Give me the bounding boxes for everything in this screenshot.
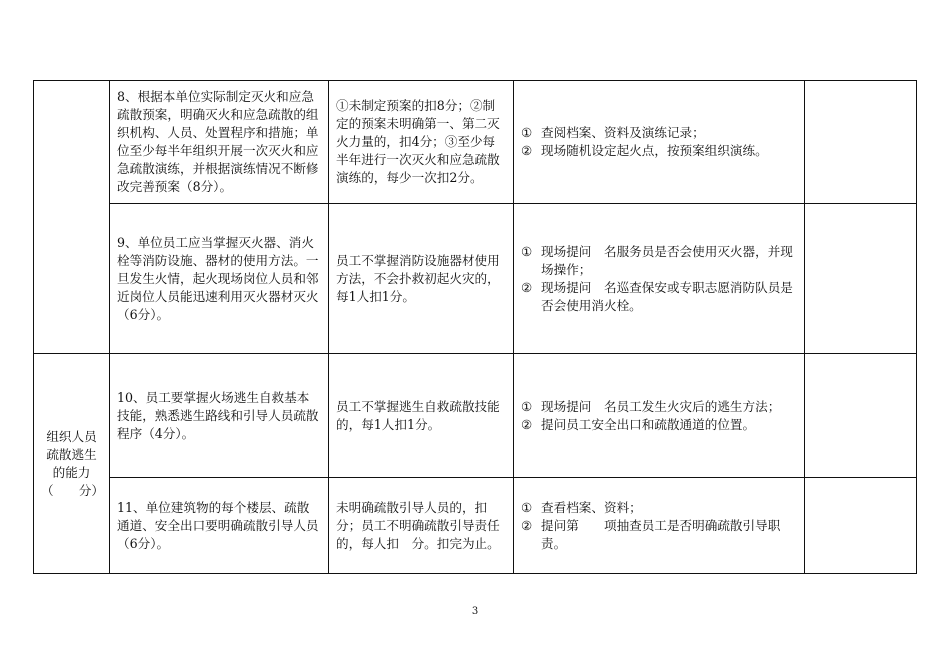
- check-text: 提问第 项抽查员工是否明确疏散引导职责。: [541, 517, 781, 551]
- list-item: [521, 124, 797, 142]
- check-mark: ①: [521, 398, 533, 414]
- check-text: 查看档案、资料；: [541, 499, 642, 515]
- category-line: 的能力: [52, 464, 91, 480]
- page-number: 3: [471, 606, 479, 617]
- category-line: 疏散逃生: [46, 446, 97, 462]
- requirement-cell: 8、根据本单位实际制定灭火和应急疏散预案，明确灭火和应急疏散的组织机构、人员、处置程序和措施；单位至少每半年组织开展一次灭火和应急疏散演练，并根据演练情况不断修改完善预案（8分）。: [110, 81, 329, 204]
- table-row: [34, 478, 917, 574]
- check-mark: ①: [521, 125, 533, 140]
- check-list: [521, 398, 797, 434]
- category-cell-2: [34, 354, 110, 574]
- check-text: 提问员工安全出口和疏散通道的位置。: [541, 416, 756, 432]
- check-text: 现场随机设定起火点，按预案组织演练。: [541, 143, 768, 158]
- table-row: [34, 204, 917, 354]
- check-list: [521, 124, 797, 160]
- list-item: [521, 416, 797, 434]
- check-method-cell: [514, 354, 805, 478]
- scoring-cell: ①未制定预案的扣8分；②制定的预案未明确第一、第二灭火力量的，扣4分；③至少每半年进行一次灭火和应急疏散演练的，每少一次扣2分。: [329, 81, 514, 204]
- score-cell: [805, 478, 917, 574]
- check-mark: ②: [521, 279, 533, 295]
- table-row: [34, 354, 917, 478]
- category-cell-1: [34, 81, 110, 354]
- requirement-cell: 11、单位建筑物的每个楼层、疏散通道、安全出口要明确疏散引导人员（6分）。: [110, 478, 329, 574]
- check-mark: ②: [521, 416, 533, 432]
- score-cell: [805, 204, 917, 354]
- list-item: [521, 499, 797, 517]
- score-cell: [805, 81, 917, 204]
- check-mark: ②: [521, 517, 533, 533]
- list-item: [521, 398, 797, 416]
- list-item: [521, 517, 797, 553]
- scoring-cell: 未明确疏散引导人员的，扣分；员工不明确疏散引导责任的，每人扣 分。扣完为止。: [329, 478, 514, 574]
- check-text: 现场提问 名员工发生火灾后的逃生方法；: [541, 398, 781, 414]
- category-line: 组织人员: [46, 428, 97, 444]
- check-list: [521, 499, 797, 553]
- check-text: 现场提问 名巡查保安或专职志愿消防队员是否会使用消火栓。: [541, 279, 793, 313]
- category-score-blank: （ 分）: [41, 482, 104, 498]
- scoring-cell: 员工不掌握消防设施器材使用方法，不会扑救初起火灾的，每1人扣1分。: [329, 204, 514, 354]
- check-method-cell: [514, 81, 805, 204]
- check-mark: ①: [521, 243, 533, 259]
- scoring-cell: 员工不掌握逃生自救疏散技能的，每1人扣1分。: [329, 354, 514, 478]
- assessment-table: [33, 80, 917, 574]
- score-cell: [805, 354, 917, 478]
- requirement-cell: 9、单位员工应当掌握灭火器、消火栓等消防设施、器材的使用方法。一旦发生火情，起火现场岗位人员和邻近岗位人员能迅速利用灭火器材灭火（6分）。: [110, 204, 329, 354]
- list-item: [521, 142, 797, 160]
- check-method-cell: [514, 204, 805, 354]
- check-text: 查阅档案、资料及演练记录；: [541, 125, 705, 140]
- list-item: [521, 279, 797, 315]
- table-row: [34, 81, 917, 204]
- check-mark: ①: [521, 499, 533, 515]
- requirement-cell: 10、员工要掌握火场逃生自救基本技能，熟悉逃生路线和引导人员疏散程序（4分）。: [110, 354, 329, 478]
- check-mark: ②: [521, 143, 533, 158]
- list-item: [521, 243, 797, 279]
- check-list: [521, 243, 797, 315]
- check-method-cell: [514, 478, 805, 574]
- check-text: 现场提问 名服务员是否会使用灭火器，并现场操作；: [541, 243, 793, 277]
